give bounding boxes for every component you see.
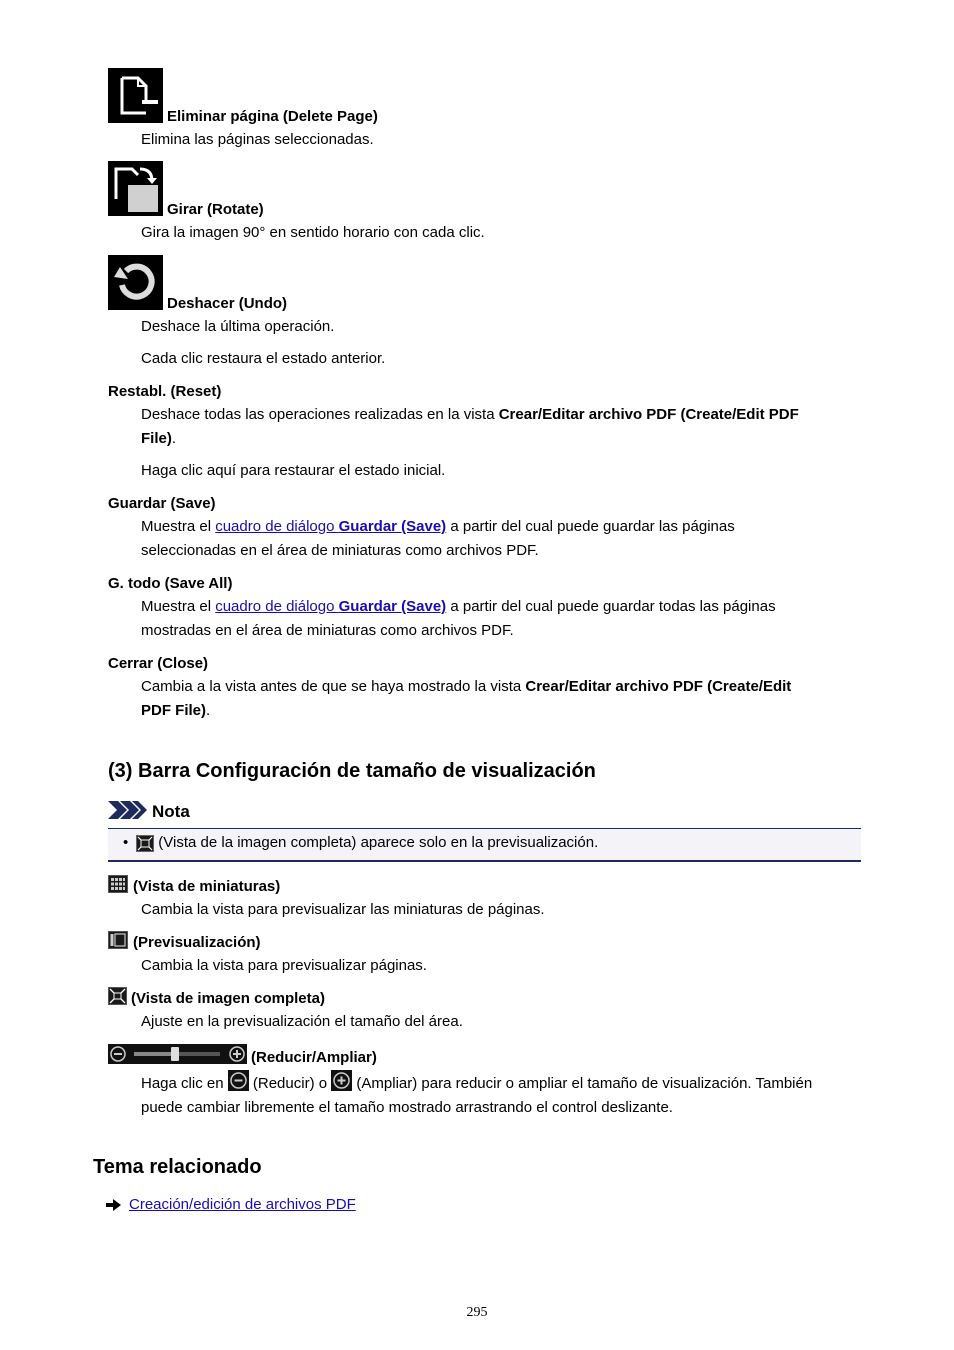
preview-term: (Previsualización) xyxy=(133,934,261,951)
close-desc-bold: Crear/Editar archivo PDF (Create/Edit xyxy=(525,678,792,695)
zoom-out-icon xyxy=(228,1070,249,1091)
save-all-desc-post: a partir del cual puede guardar todas las páginas xyxy=(446,598,776,615)
save-link-text: cuadro de diálogo xyxy=(215,518,339,535)
save-all-desc-line2: mostradas en el área de miniaturas como archivos PDF. xyxy=(141,622,514,639)
zoom-desc-line2: puede cambiar libremente el tamaño mostrado arrastrando el control deslizante. xyxy=(141,1099,673,1116)
save-all-term: G. todo (Save All) xyxy=(108,575,233,592)
zoom-desc-post: (Ampliar) para reducir o ampliar el tamaño de visualización. También xyxy=(352,1075,813,1092)
save-term: Guardar (Save) xyxy=(108,495,216,512)
full-image-view-icon xyxy=(108,987,127,1005)
undo-desc-2: Cada clic restaura el estado anterior. xyxy=(141,350,386,367)
rotate-term: Girar (Rotate) xyxy=(167,201,264,218)
thumbnail-view-term: (Vista de miniaturas) xyxy=(133,878,281,895)
close-desc-pre: Cambia a la vista antes de que se haya mostrado la vista xyxy=(141,678,526,695)
save-desc-pre: Muestra el xyxy=(141,518,216,535)
reset-desc-post: . xyxy=(171,430,177,447)
preview-desc: Cambia la vista para previsualizar páginas. xyxy=(141,957,427,974)
rotate-desc: Gira la imagen 90° en sentido horario con cada clic. xyxy=(141,224,485,241)
close-desc-line2 xyxy=(141,699,210,723)
related-link[interactable]: Creación/edición de archivos PDF xyxy=(129,1196,356,1213)
save-all-dialog-link[interactable] xyxy=(215,598,446,615)
delete-page-icon xyxy=(108,68,163,123)
zoom-desc xyxy=(141,1072,812,1096)
reset-desc-line2 xyxy=(141,427,176,451)
delete-page-desc: Elimina las páginas seleccionadas. xyxy=(141,131,374,148)
save-link-bold: Guardar (Save) xyxy=(338,518,447,535)
thumbnail-view-desc: Cambia la vista para previsualizar las miniaturas de páginas. xyxy=(141,901,545,918)
reset-desc-bold: Crear/Editar archivo PDF (Create/Edit PDF xyxy=(498,406,799,423)
note-label: Nota xyxy=(152,802,190,821)
section-3-title: (3) Barra Configuración de tamaño de visualización xyxy=(108,760,596,782)
related-title: Tema relacionado xyxy=(93,1156,262,1178)
full-image-view-term: (Vista de imagen completa) xyxy=(131,990,325,1007)
full-image-view-desc: Ajuste en la previsualización el tamaño del área. xyxy=(141,1013,463,1030)
reset-desc-text: Deshace todas las operaciones realizadas en la vista xyxy=(141,406,499,423)
page-number: 295 xyxy=(466,1305,488,1320)
close-desc xyxy=(141,675,791,699)
zoom-term: (Reducir/Ampliar) xyxy=(251,1049,377,1066)
zoom-in-icon xyxy=(331,1070,352,1091)
zoom-slider-bar[interactable] xyxy=(108,1044,247,1064)
close-desc-post: . xyxy=(206,702,211,719)
reset-desc-bold-2: File) xyxy=(141,430,172,447)
related-item xyxy=(106,1193,356,1217)
save-dialog-link[interactable] xyxy=(215,518,446,535)
save-desc-line2: seleccionadas en el área de miniaturas como archivos PDF. xyxy=(141,542,539,559)
full-view-icon-note xyxy=(136,835,154,852)
rotate-icon xyxy=(108,161,163,216)
arrow-right-icon xyxy=(106,1199,121,1211)
reset-term: Restabl. (Reset) xyxy=(108,383,222,400)
close-term: Cerrar (Close) xyxy=(108,655,209,672)
preview-icon xyxy=(108,931,128,949)
save-all-desc xyxy=(141,595,776,619)
undo-desc: Deshace la última operación. xyxy=(141,318,335,335)
save-all-link-text: cuadro de diálogo xyxy=(215,598,339,615)
bullet: • xyxy=(123,834,129,851)
reset-desc-2: Haga clic aquí para restaurar el estado inicial. xyxy=(141,462,446,479)
thumbnail-view-icon xyxy=(108,875,128,893)
save-all-desc-pre: Muestra el xyxy=(141,598,216,615)
close-desc-bold-2: PDF File) xyxy=(141,702,207,719)
save-all-link-bold: Guardar (Save) xyxy=(338,598,447,615)
undo-term: Deshacer (Undo) xyxy=(167,295,288,312)
zoom-desc-pre: Haga clic en xyxy=(141,1075,228,1092)
note-text: (Vista de la imagen completa) aparece solo en la previsualización. xyxy=(158,834,599,851)
delete-page-term: Eliminar página (Delete Page) xyxy=(167,108,378,125)
save-desc-post: a partir del cual puede guardar las páginas xyxy=(446,518,735,535)
undo-icon xyxy=(108,255,163,310)
zoom-desc-mid: (Reducir) o xyxy=(248,1075,332,1092)
note-arrow-icon xyxy=(108,801,148,823)
note-item xyxy=(123,831,598,855)
note-header xyxy=(108,802,190,822)
reset-desc xyxy=(141,403,861,427)
save-desc xyxy=(141,515,735,539)
